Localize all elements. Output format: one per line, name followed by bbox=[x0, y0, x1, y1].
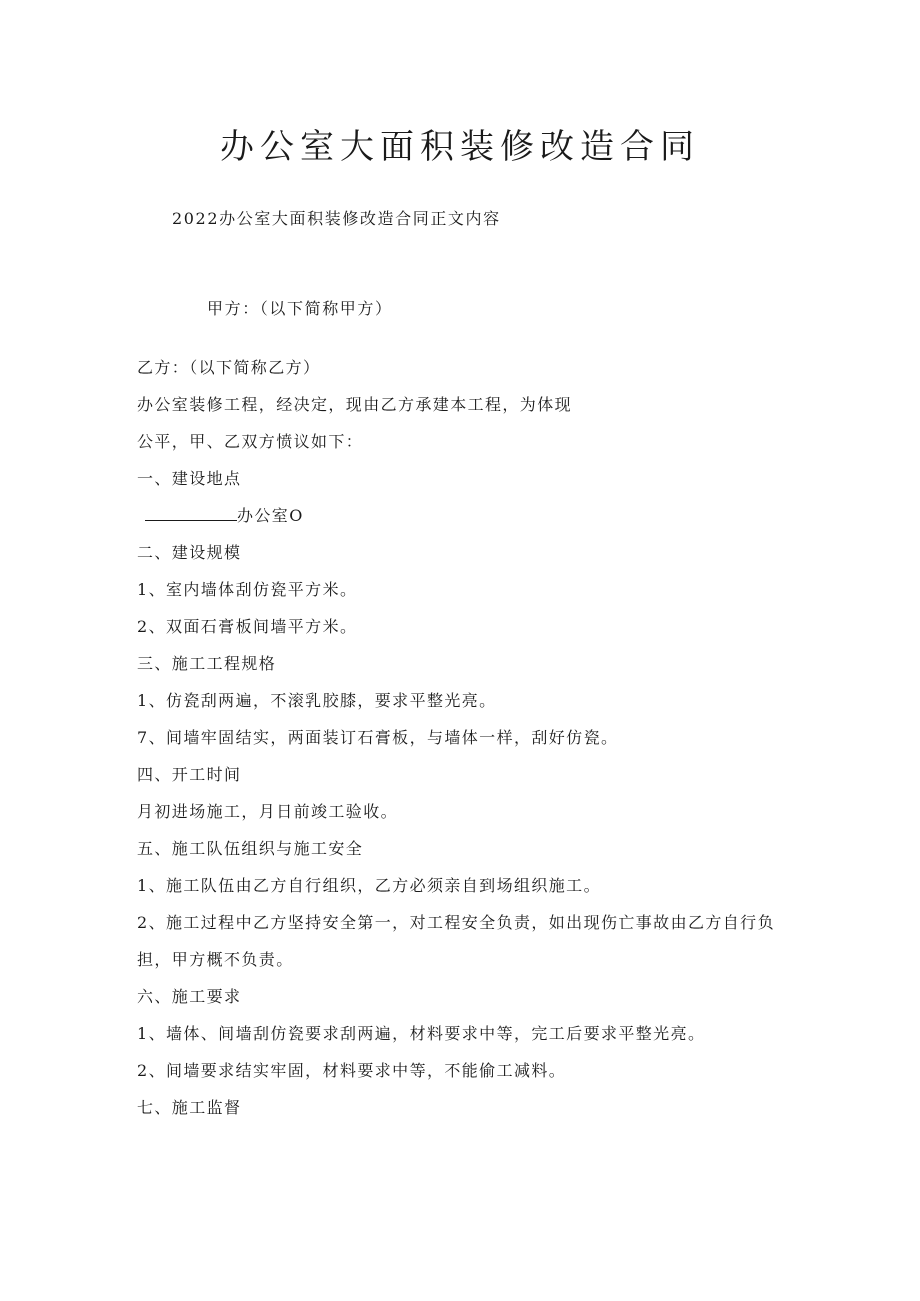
section-heading-supervision: 七、施工监督 bbox=[137, 1098, 242, 1117]
list-item: 2、双面石膏板间墙平方米。 bbox=[137, 617, 358, 636]
section-heading-specs: 三、施工工程规格 bbox=[137, 654, 277, 673]
body-paragraph-line: 月初进场施工，月日前竣工验收。 bbox=[137, 802, 399, 821]
section-heading-location: 一、建设地点 bbox=[137, 469, 242, 488]
list-item: 1、仿瓷刮两遍，不滚乳胶膝，要求平整光亮。 bbox=[137, 691, 497, 710]
section-heading-team-safety: 五、施工队伍组织与施工安全 bbox=[137, 839, 364, 858]
location-line bbox=[137, 497, 797, 534]
blank-underline bbox=[145, 502, 237, 521]
document-title: 办公室大面积装修改造合同 bbox=[220, 127, 700, 167]
list-item: 2、间墙要求结实牢固，材料要求中等，不能偷工减料。 bbox=[137, 1061, 567, 1080]
document-subtitle: 2022办公室大面积装修改造合同正文内容 bbox=[172, 209, 501, 228]
party-b-line: 乙方：（以下简称乙方） bbox=[137, 358, 321, 377]
party-a-line: 甲方：（以下简称甲方） bbox=[207, 299, 393, 318]
list-item-continuation: 担，甲方概不负责。 bbox=[137, 950, 294, 969]
body-paragraph-line: 办公室装修工程，经决定，现由乙方承建本工程，为体现 bbox=[137, 395, 573, 414]
section-heading-scale: 二、建设规模 bbox=[137, 543, 242, 562]
list-item: 2、施工过程中乙方坚持安全第一，对工程安全负责，如出现伤亡事故由乙方自行负 bbox=[137, 913, 775, 932]
section-heading-start-time: 四、开工时间 bbox=[137, 765, 242, 784]
contract-body bbox=[137, 349, 797, 1126]
section-heading-requirements: 六、施工要求 bbox=[137, 987, 242, 1006]
list-item: 1、室内墙体刮仿瓷平方米。 bbox=[137, 580, 358, 599]
location-text: 办公室O bbox=[237, 506, 304, 525]
list-item: 1、墙体、间墙刮仿瓷要求刮两遍，材料要求中等，完工后要求平整光亮。 bbox=[137, 1024, 706, 1043]
list-item: 7、间墙牢固结实，两面装订石膏板，与墙体一样，刮好仿瓷。 bbox=[137, 728, 619, 747]
body-paragraph-line: 公平，甲、乙双方愤议如下： bbox=[137, 432, 364, 451]
list-item: 1、施工队伍由乙方自行组织，乙方必须亲自到场组织施工。 bbox=[137, 876, 601, 895]
